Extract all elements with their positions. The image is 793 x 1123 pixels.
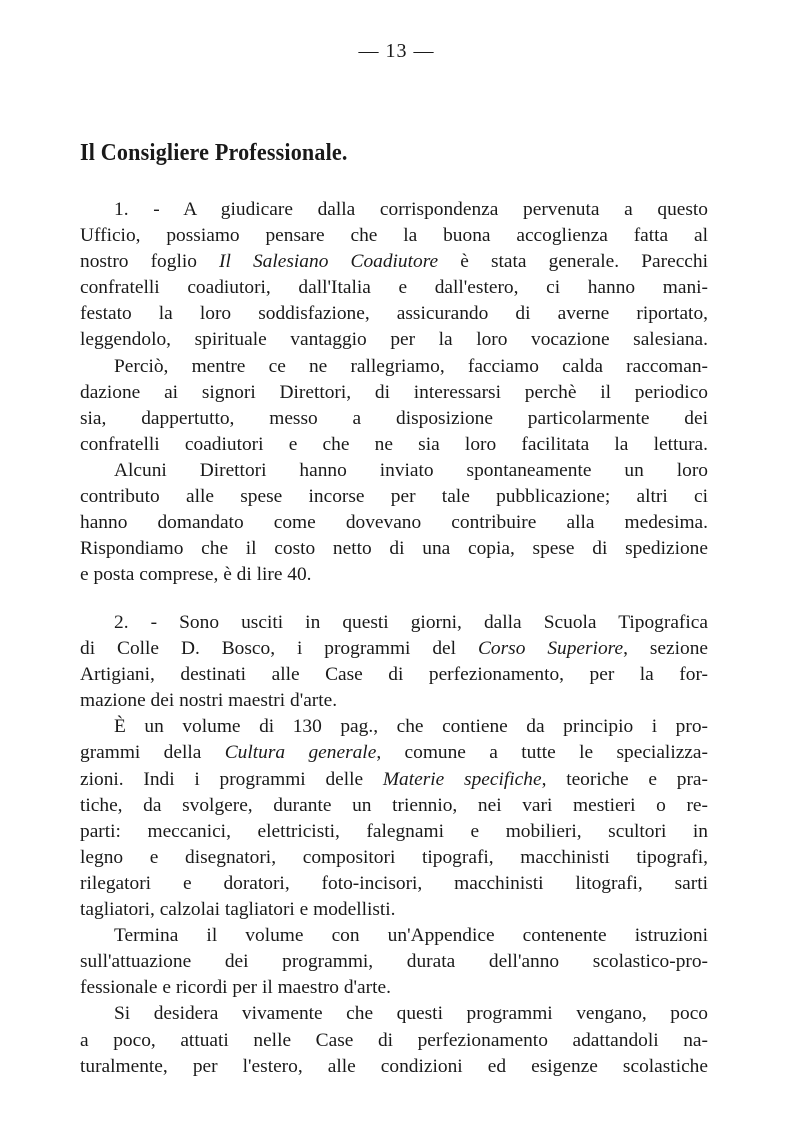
text-line: e posta comprese, è di lire 40. [80,564,312,586]
section-2-body [80,610,708,1080]
text-line: legno e disegnatori, compositori tipografi, macchinisti tipografi, [80,846,708,868]
course-title: Corso Superiore [477,638,624,660]
text-line: sull'attuazione dei programmi, durata dell'anno scolastico-pro- [80,951,708,973]
text-line: tiche, da svolgere, durante un triennio, nei vari mestieri o re- [80,794,708,816]
text-run: , teoriche e pra- [541,768,708,790]
text-line: Artigiani, destinati alle Case di perfezionamento, per la for- [80,664,708,686]
text-line [80,740,708,766]
text-line: mazione dei nostri maestri d'arte. [80,690,338,712]
text-line: Alcuni Direttori hanno inviato spontaneamente un loro [114,459,708,481]
text-line: contributo alle spese incorse per tale pubblicazione; altri ci [80,486,708,508]
text-line: rilegatori e doratori, foto-incisori, macchinisti litografi, sarti [80,872,708,894]
text-line: dazione ai signori Direttori, di interessarsi perchè il periodico [80,381,708,403]
text-line: fessionale e ricordi per il maestro d'arte. [80,977,391,999]
text-run: di Colle D. Bosco, i programmi del [80,638,478,660]
text-line: hanno domandato come dovevano contribuire alla medesima. [80,512,708,534]
text-line [80,249,708,275]
periodical-title: Il Salesiano Coadiutore [219,251,439,273]
text-line: confratelli coadiutori, dall'Italia e dall'estero, ci hanno mani- [80,277,708,299]
text-line: Ufficio, possiamo pensare che la buona accoglienza fatta al [80,225,708,247]
page-number: — 13 — [358,40,435,62]
text-run: , sezione [623,638,709,660]
text-run: , comune a tutte le specializza- [376,742,708,764]
text-line: sia, dappertutto, messo a disposizione particolarmente dei [80,407,708,429]
text-line [80,767,708,793]
subject-title: Cultura generale [224,742,377,764]
text-line: 2. - Sono usciti in questi giorni, dalla Scuola Tipografica [114,612,708,633]
text-run: è stata generale. Parecchi [438,251,709,273]
text-run: nostro foglio [80,251,220,273]
text-line: Perciò, mentre ce ne rallegriamo, facciamo calda raccoman- [114,355,708,377]
text-run: zioni. Indi i programmi delle [80,768,383,790]
text-line: confratelli coadiutori e che ne sia loro facilitata la lettura. [80,433,708,455]
text-line: Si desidera vivamente che questi programmi vengano, poco [114,1003,708,1025]
subject-title: Materie specifiche [382,768,542,790]
text-run: grammi della [80,742,225,764]
text-line: a poco, attuati nelle Case di perfezionamento adattandoli na- [80,1029,708,1051]
text-line: tagliatori, calzolai tagliatori e modellisti. [80,899,396,921]
text-line: Termina il volume con un'Appendice contenente istruzioni [114,925,708,947]
text-line: 1. - A giudicare dalla corrispondenza pervenuta a questo [114,199,708,220]
section-1-body [80,197,708,588]
text-line: festato la loro soddisfazione, assicurando di averne riportato, [80,303,708,325]
text-line [80,636,708,662]
text-line: È un volume di 130 pag., che contiene da principio i pro- [114,716,708,738]
section-heading: Il Consigliere Professionale. [80,140,348,166]
text-line: Rispondiamo che il costo netto di una copia, spese di spedizione [80,538,708,560]
text-line: parti: meccanici, elettricisti, falegnami e mobilieri, scultori in [80,820,708,842]
text-line: turalmente, per l'estero, alle condizioni ed esigenze scolastiche [80,1055,708,1077]
text-line: leggendolo, spirituale vantaggio per la loro vocazione salesiana. [80,329,708,351]
